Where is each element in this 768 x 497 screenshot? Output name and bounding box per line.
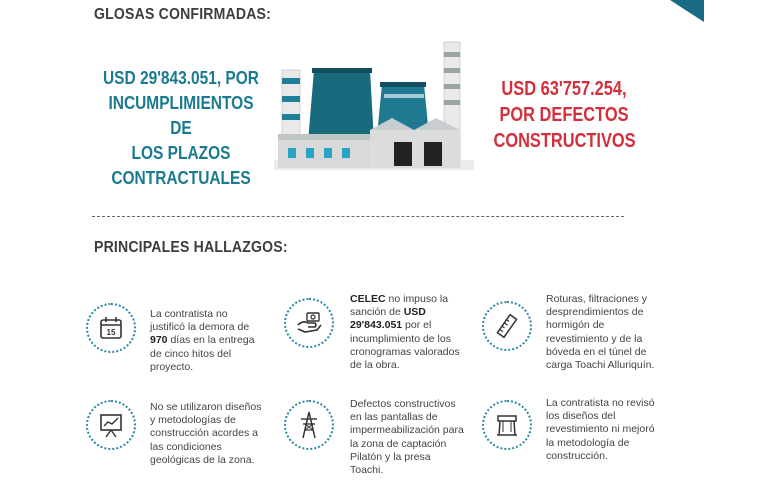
presentation-chart-icon	[86, 400, 136, 450]
finding-text-part: no impuso la sanción de	[350, 293, 449, 319]
glosa-defectos-line: POR DEFECTOS	[499, 104, 629, 126]
finding-text-3: Roturas, filtraciones y desprendimientos de hormigón de revestimiento y de la bóveda en el túnel de carga Toachi Alluriquín.	[546, 293, 655, 372]
glosa-plazos-line: LOS PLAZOS	[131, 143, 231, 163]
corner-accent	[670, 0, 704, 22]
finding-highlight: CELEC	[350, 293, 386, 305]
calendar-icon	[86, 303, 136, 353]
svg-text:15: 15	[106, 328, 116, 337]
glosa-defectos-line: CONSTRUCTIVOS	[493, 130, 636, 152]
finding-highlight: USD 29'843.051	[350, 306, 426, 332]
power-plant-illustration	[274, 38, 474, 173]
finding-text-part: por el incumplimiento de los cronogramas valorados de la obra.	[350, 319, 460, 372]
finding-text-part: días en la entrega de cinco hitos del proyecto.	[150, 334, 255, 373]
confirmed-glosas-title: GLOSAS CONFIRMADAS:	[94, 6, 272, 23]
section-divider	[92, 216, 624, 217]
finding-text-6: La contratista no revisó los diseños del revestimiento ni mejoró la metodología de construcción.	[546, 397, 655, 462]
glosa-defectos	[493, 76, 634, 154]
money-hand-icon	[284, 298, 334, 348]
finding-text-1	[150, 308, 262, 374]
glosa-plazos-line: USD 29'843.051, POR	[102, 68, 259, 88]
finding-text-4: No se utilizaron diseños y metodologías de construcción acordes a las condiciones geológicas de la zona.	[150, 401, 262, 466]
power-tower-icon	[284, 400, 334, 450]
finding-text-2	[350, 293, 462, 372]
finding-text-part: La contratista no justificó la demora de	[150, 308, 250, 334]
ruler-icon	[482, 301, 532, 351]
glosa-plazos-line: INCUMPLIMIENTOS DE	[108, 93, 254, 138]
glosa-plazos	[99, 66, 262, 191]
glosa-defectos-line: USD 63'757.254,	[501, 78, 627, 100]
findings-title: PRINCIPALES HALLAZGOS:	[94, 239, 288, 256]
finding-text-5: Defectos constructivos en las pantallas de impermeabilización para la zona de captación Pilatón y la presa Toachi.	[350, 398, 464, 477]
glosa-plazos-line: CONTRACTUALES	[111, 168, 251, 188]
finding-highlight: 970	[150, 334, 168, 347]
dam-icon	[482, 400, 532, 450]
